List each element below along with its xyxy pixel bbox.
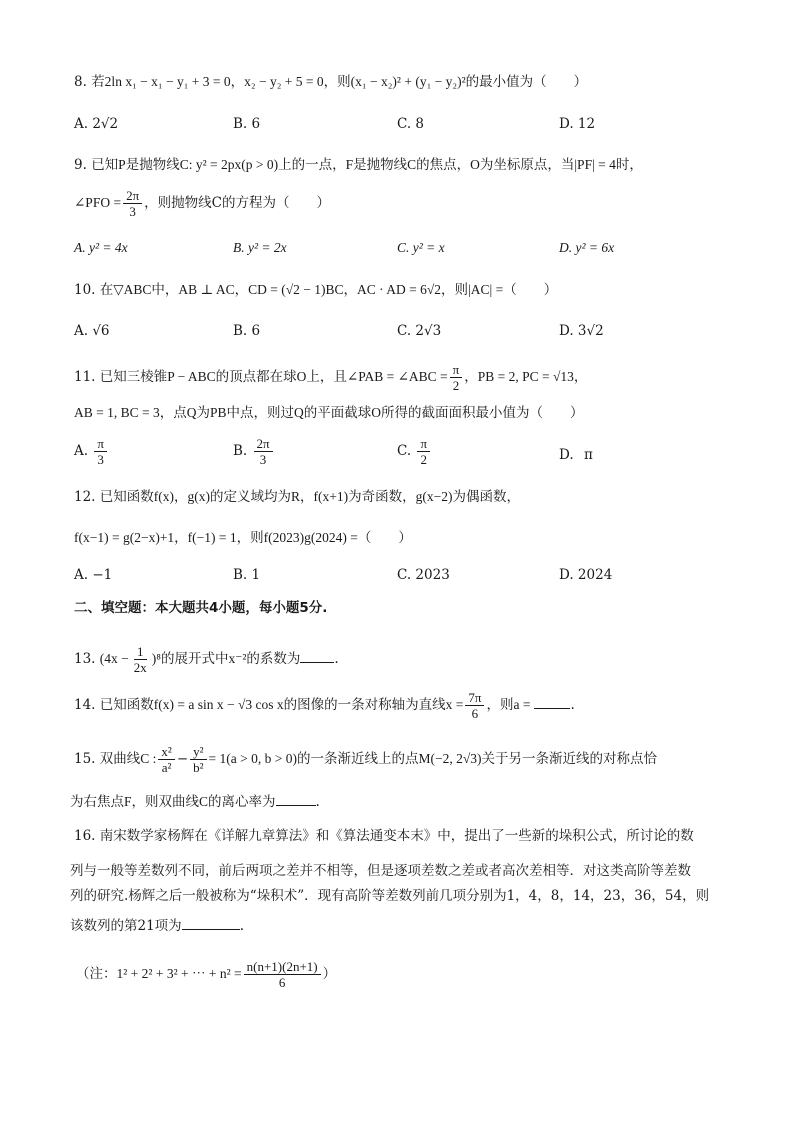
q12-option-b: B. 1 xyxy=(233,567,261,583)
question-text: AB = 1, BC = 3，点Q为PB中点，则过Q的平面截球O所得的截面面积最小值为（ ） xyxy=(74,405,584,420)
question-16-line3: 列的研究.杨辉之后一般被称为“垛积术”．现有高阶等差数列前几项分别为1，4，8，14，23，36，54，则 xyxy=(70,888,710,904)
question-number: 16. xyxy=(74,828,96,844)
question-16-line2: 列与一般等差数列不同，前后两项之差并不相等，但是逐项差数之差或者高次差相等．对这类高阶等差数 xyxy=(70,863,691,879)
q11-option-c: C. $\frac{\pi}{2}$ xyxy=(397,436,432,467)
question-tail: ，则抛物线C的方程为（ ） xyxy=(144,195,330,211)
expr-open: (4x − xyxy=(99,651,129,666)
question-11-line2 xyxy=(74,402,734,424)
question-number: 12. xyxy=(74,489,96,505)
question-number: 14. xyxy=(74,697,96,713)
question-8 xyxy=(74,71,734,93)
fraction: $\frac{\pi}{2}$ xyxy=(450,362,463,393)
question-12-line2 xyxy=(74,527,734,549)
answer-blank[interactable] xyxy=(534,696,570,709)
answer-blank[interactable] xyxy=(276,793,316,806)
formula-note: （注：1² + 2² + 3² + ⋯ + n² = $\frac{n(n+1)(2n+1)}{6}$ ） xyxy=(76,959,337,990)
fraction: $\frac{\text{y²}}{\text{b²}}$ xyxy=(190,744,206,775)
question-number: 8. xyxy=(74,74,87,90)
question-9 xyxy=(74,154,734,176)
q11-option-b: B. $\frac{2\pi}{3}$ xyxy=(233,436,275,467)
q8-option-a: A. 2√2 xyxy=(74,116,119,132)
fraction: $\frac{\text{x²}}{\text{a²}}$ xyxy=(158,744,174,775)
note-text: （注：1² + 2² + 3² + ⋯ + n² = xyxy=(76,966,242,981)
q8-option-b: B. 6 xyxy=(233,116,261,132)
question-text: 已知函数f(x) = a sin x − √3 cos x的图像的一条对称轴为直线x = xyxy=(99,697,464,712)
q12-option-c: C. 2023 xyxy=(397,567,450,583)
fraction: $\frac{\pi}{3}$ xyxy=(94,436,107,467)
q10-option-a: A. √6 xyxy=(74,323,110,339)
q9-option-b: B. y² = 2x xyxy=(233,240,287,255)
fraction: $\frac{2\pi}{3}$ xyxy=(123,188,142,219)
section-heading: 二、填空题：本大题共4小题，每小题5分. xyxy=(74,600,328,616)
q10-option-d: D. 3√2 xyxy=(559,323,604,339)
q9-option-d: D. y² = 6x xyxy=(559,240,615,255)
angle-text: ∠PFO = xyxy=(74,195,122,210)
question-text: f(x−1) = g(2−x)+1，f(−1) = 1，则f(2023)g(2024) =（ ） xyxy=(74,530,412,545)
fraction: $\frac{\pi}{2}$ xyxy=(417,436,430,467)
question-15-line2: 为右焦点F，则双曲线C的离心率为 . xyxy=(70,794,320,810)
q10-option-c: C. 2√3 xyxy=(397,323,442,339)
question-text: )⁸的展开式中x⁻²的系数为 xyxy=(151,651,301,666)
q12-option-a: A. −1 xyxy=(74,567,113,583)
question-16 xyxy=(74,825,734,847)
question-text: 双曲线C : xyxy=(99,751,157,766)
question-text: 该数列的第21项为 xyxy=(70,918,182,934)
question-text: 若2ln x₁ − x₁ − y₁ + 3 = 0，x₂ − y₂ + 5 = 0，则(x₁ − x₂)² + (y₁ − y₂)²的最小值为（ ） xyxy=(91,74,588,89)
q8-option-d: D. 12 xyxy=(559,116,596,132)
question-tail: = 1(a > 0, b > 0)的一条渐近线上的点M(−2, 2√3)关于另一条渐近线的对称点恰 xyxy=(208,751,658,766)
question-number: 15. xyxy=(74,751,96,767)
q9-option-a: A. y² = 4x xyxy=(74,240,128,255)
q10-option-b: B. 6 xyxy=(233,323,261,339)
question-number: 13. xyxy=(74,651,96,667)
fraction: $\frac{n(n+1)(2n+1)}{6}$ xyxy=(244,959,321,990)
question-text: 已知P是抛物线C: y² = 2px(p > 0)上的一点，F是抛物线C的焦点，O为坐标原点，当|PF| = 4时， xyxy=(91,157,643,172)
question-11 xyxy=(74,362,734,393)
question-12 xyxy=(74,486,734,508)
question-text: 已知函数f(x)，g(x)的定义域均为R，f(x+1)为奇函数，g(x−2)为偶函数， xyxy=(99,489,520,504)
question-9-line2 xyxy=(74,188,734,219)
answer-blank[interactable] xyxy=(300,650,334,663)
question-16-line4: 该数列的第21项为 . xyxy=(70,918,244,934)
question-tail: ，则a = xyxy=(486,697,531,712)
question-number: 11. xyxy=(74,369,96,385)
q12-option-d: D. 2024 xyxy=(559,567,613,583)
question-15: 15. 双曲线C : $\frac{\text{x²}}{\text{a²}}$ − $\frac{\text{y²}}{\text{b²}}$ = 1(a > 0, b > 0)的一条渐近线上的点M(−2, 2√3)关于另一条渐近线的对称点恰 xyxy=(74,744,658,775)
q11-option-d: D. π xyxy=(559,447,593,463)
question-14: 14. 已知函数f(x) = a sin x − √3 cos x的图像的一条对称轴为直线x = $\frac{7\pi}{6}$ ，则a = . xyxy=(74,690,575,721)
fraction: $\frac{2\pi}{3}$ xyxy=(254,436,273,467)
question-number: 10. xyxy=(74,282,96,298)
answer-blank[interactable] xyxy=(182,917,240,930)
fraction: $\frac{7\pi}{6}$ xyxy=(465,690,484,721)
question-text: 已知三棱锥P − ABC的顶点都在球O上，且∠PAB = ∠ABC = xyxy=(99,369,448,384)
q9-option-c: C. y² = x xyxy=(397,240,445,255)
question-text: 在▽ABC中，AB ⊥ AC，CD = (√2 − 1)BC，AC · AD = 6√2，则|AC| =（ ） xyxy=(99,282,558,297)
q8-option-c: C. 8 xyxy=(397,116,425,132)
question-10 xyxy=(74,279,734,301)
q11-option-a: A. $\frac{\pi}{3}$ xyxy=(74,436,109,467)
fraction: $\frac{1}{2x}$ xyxy=(133,644,147,675)
question-text: 南宋数学家杨辉在《详解九章算法》和《算法通变本末》中，提出了一些新的垛积公式，所讨论的数 xyxy=(99,828,694,843)
question-13: 13. (4x − $\frac{1}{2x}$ )⁸的展开式中x⁻²的系数为 . xyxy=(74,644,339,675)
question-tail: ，PB = 2, PC = √13， xyxy=(464,369,588,384)
question-text: 为右焦点F，则双曲线C的离心率为 xyxy=(70,794,276,809)
question-number: 9. xyxy=(74,157,87,173)
